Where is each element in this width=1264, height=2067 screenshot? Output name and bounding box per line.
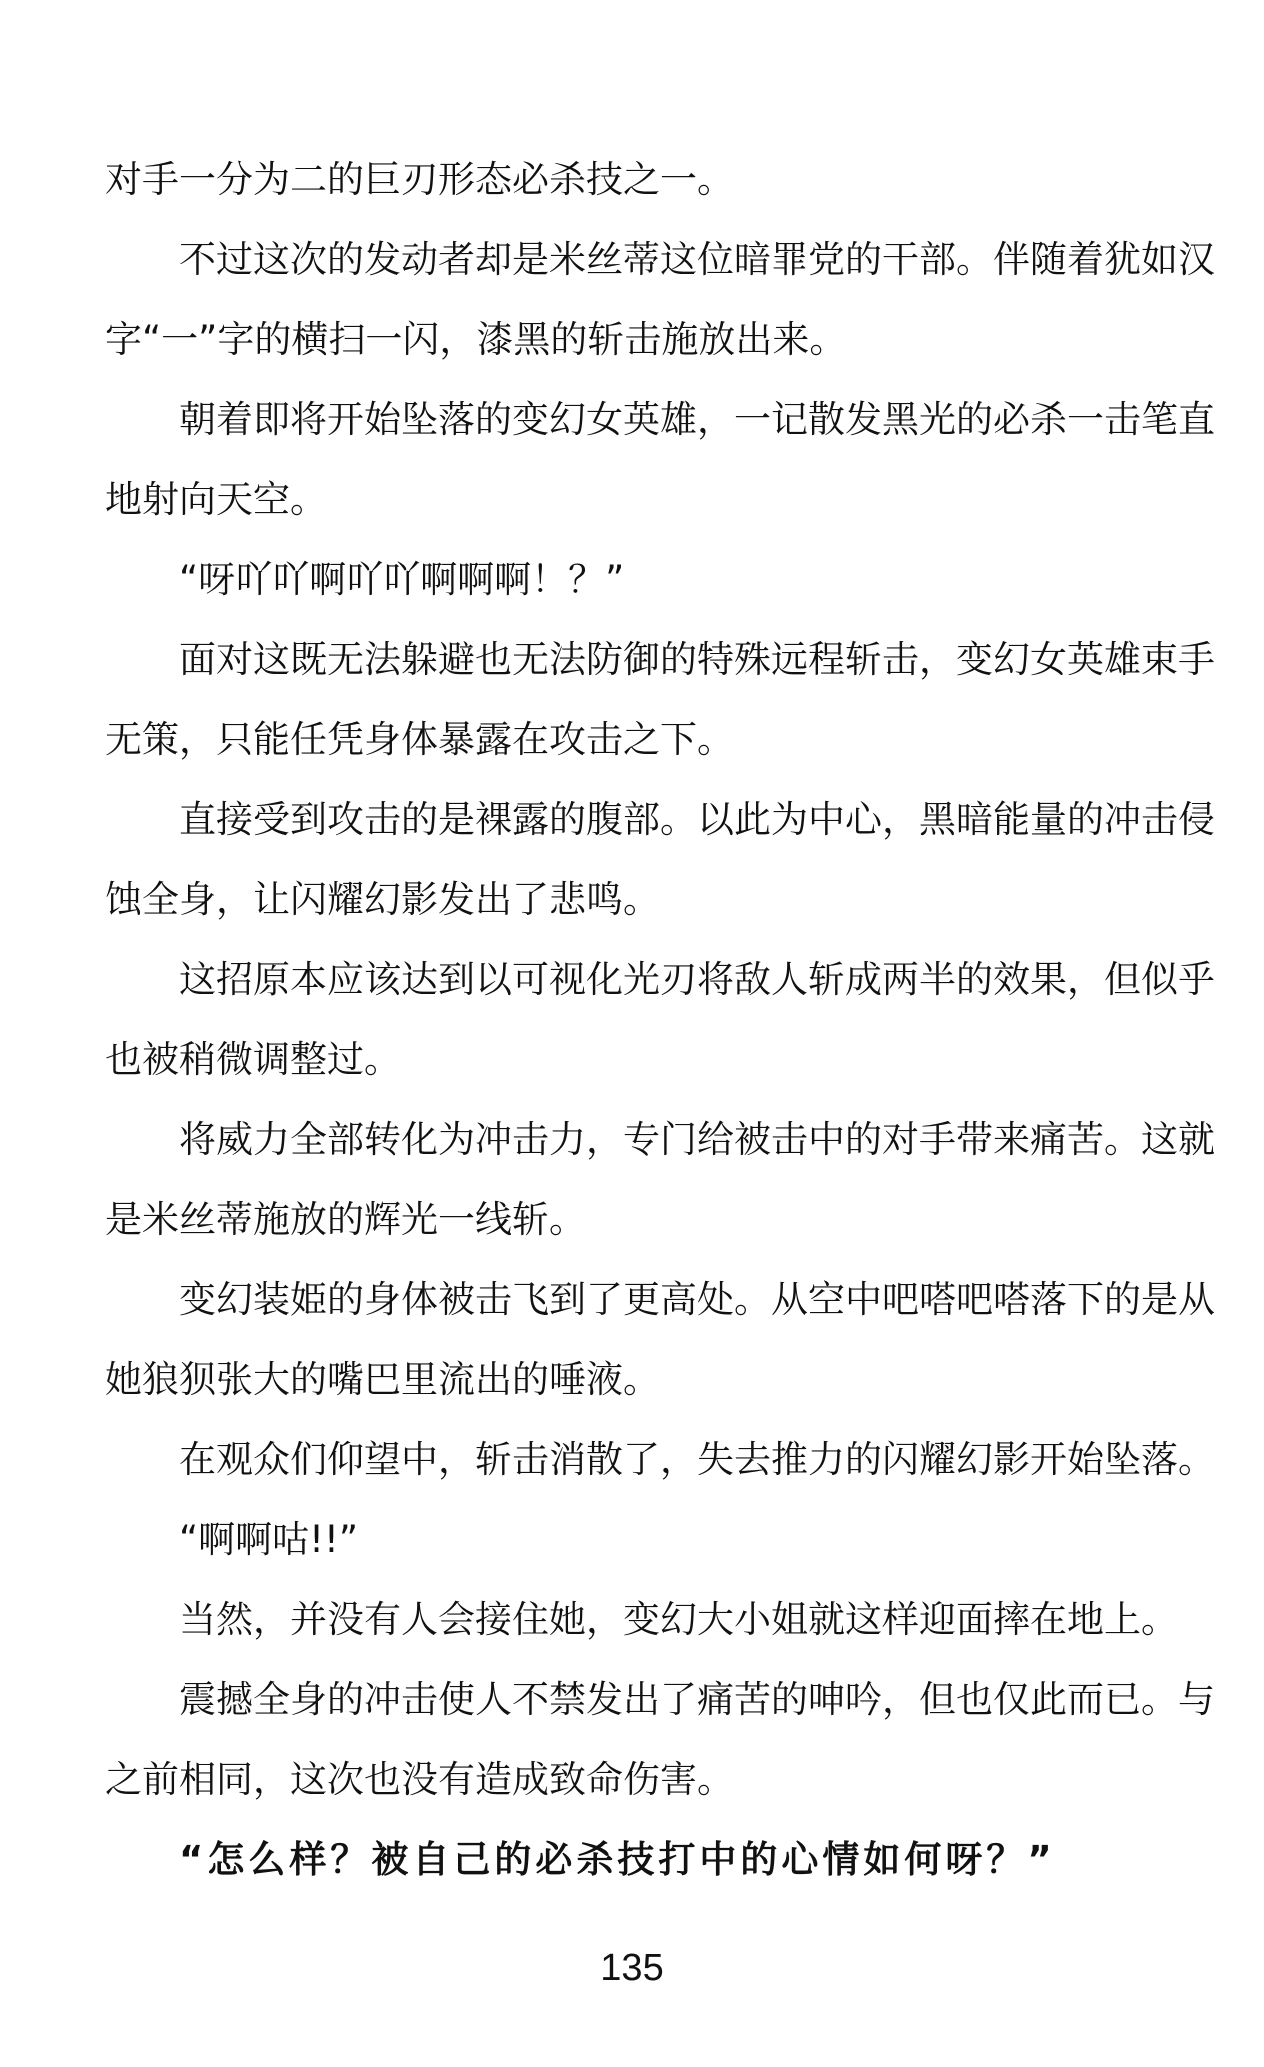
text-line: 对手一分为二的巨刃形态必杀技之一。	[105, 158, 734, 201]
text-line: 直接受到攻击的是裸露的腹部。以此为中心，黑暗能量的冲击侵	[179, 798, 1215, 841]
text-line: 是米丝蒂施放的辉光一线斩。	[105, 1198, 586, 1241]
text-line: 在观众们仰望中，斩击消散了，失去推力的闪耀幻影开始坠落。	[179, 1438, 1215, 1481]
text-line: “怎么样？被自己的必杀技打中的心情如何呀？”	[179, 1838, 1056, 1881]
text-line: 震撼全身的冲击使人不禁发出了痛苦的呻吟，但也仅此而已。与	[179, 1678, 1215, 1721]
text-line: “呀吖吖啊吖吖啊啊啊！？”	[179, 558, 625, 601]
text-line: “啊啊咕!!”	[179, 1518, 359, 1561]
text-line: 地射向天空。	[105, 478, 327, 521]
text-line: 这招原本应该达到以可视化光刃将敌人斩成两半的效果，但似乎	[179, 958, 1215, 1001]
text-line: 无策，只能任凭身体暴露在攻击之下。	[105, 718, 734, 761]
page-body-text	[105, 158, 1215, 1920]
text-line: 朝着即将开始坠落的变幻女英雄，一记散发黑光的必杀一击笔直	[179, 398, 1215, 441]
page-number: 135	[600, 1947, 664, 1989]
text-line: 字“一”字的横扫一闪，漆黑的斩击施放出来。	[105, 318, 847, 361]
text-line: 蚀全身，让闪耀幻影发出了悲鸣。	[105, 878, 660, 921]
text-line: 变幻装姫的身体被击飞到了更高处。从空中吧嗒吧嗒落下的是从	[179, 1278, 1215, 1321]
text-line: 她狼狈张大的嘴巴里流出的唾液。	[105, 1358, 660, 1401]
text-line: 也被稍微调整过。	[105, 1038, 401, 1081]
text-line: 不过这次的发动者却是米丝蒂这位暗罪党的干部。伴随着犹如汉	[179, 238, 1215, 281]
text-line: 当然，并没有人会接住她，变幻大小姐就这样迎面摔在地上。	[179, 1598, 1178, 1641]
text-line: 将威力全部转化为冲击力，专门给被击中的对手带来痛苦。这就	[179, 1118, 1215, 1161]
text-line: 面对这既无法躲避也无法防御的特殊远程斩击，变幻女英雄束手	[179, 638, 1215, 681]
text-line: 之前相同，这次也没有造成致命伤害。	[105, 1758, 734, 1801]
